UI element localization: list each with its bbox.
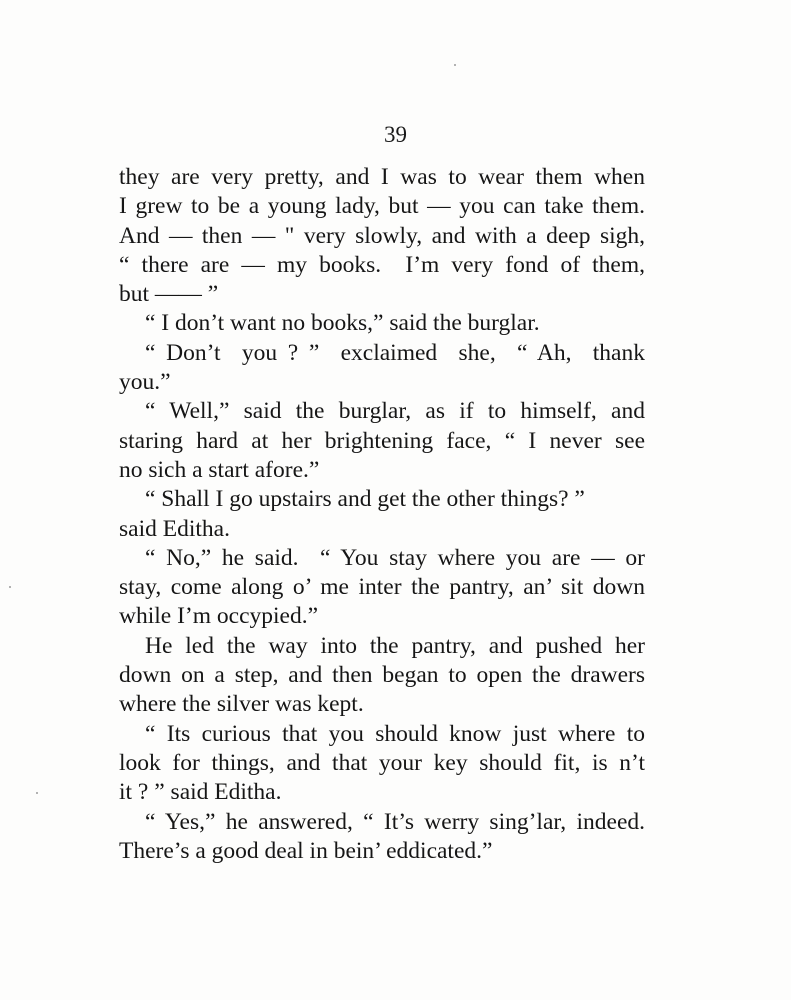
text-line: while I’m occypied.”	[119, 603, 319, 630]
text-line: no sich a start afore.”	[119, 456, 320, 483]
paper-speck	[9, 586, 11, 588]
text-line: He led the way into the pantry, and pushed her	[145, 632, 645, 659]
text-line: it ? ” said Editha.	[119, 779, 282, 806]
text-line: “ Its curious that you should know just where to	[145, 720, 645, 747]
text-line: down on a step, and then began to open the drawers	[119, 662, 645, 689]
text-line: staring hard at her brightening face, “ I never see	[119, 427, 645, 454]
page-number: 39	[384, 122, 407, 147]
text-line: “ Well,” said the burglar, as if to himself, and	[145, 398, 645, 425]
text-line: said Editha.	[119, 515, 230, 542]
text-line: “ Shall I go upstairs and get the other things? ”	[145, 486, 585, 513]
text-line: they are very pretty, and I was to wear them when	[119, 164, 645, 190]
text-line: I grew to be a young lady, but — you can take them.	[119, 193, 645, 220]
text-line: look for things, and that your key should fit, is n’t	[119, 749, 645, 776]
paper-speck	[454, 64, 456, 66]
paper-speck	[36, 792, 38, 794]
text-line: “ Don’t you ? ” exclaimed she, “ Ah, thank	[145, 339, 645, 366]
text-line: you.”	[119, 369, 171, 396]
text-line: where the silver was kept.	[119, 691, 364, 718]
text-line: “ I don’t want no books,” said the burglar.	[145, 310, 540, 337]
text-line: “ there are — my books. I’m very fond of them,	[119, 251, 645, 278]
body-text	[119, 163, 645, 866]
text-line: but —— ”	[119, 281, 219, 308]
text-line: “ No,” he said. “ You stay where you are — or	[145, 544, 645, 571]
text-line: There’s a good deal in bein’ eddicated.”	[119, 837, 493, 864]
text-line: And — then — " very slowly, and with a deep sigh,	[119, 222, 645, 249]
text-line: “ Yes,” he answered, “ It’s werry sing’lar, indeed.	[145, 808, 645, 835]
text-line: stay, come along o’ me inter the pantry, an’ sit down	[119, 574, 645, 601]
